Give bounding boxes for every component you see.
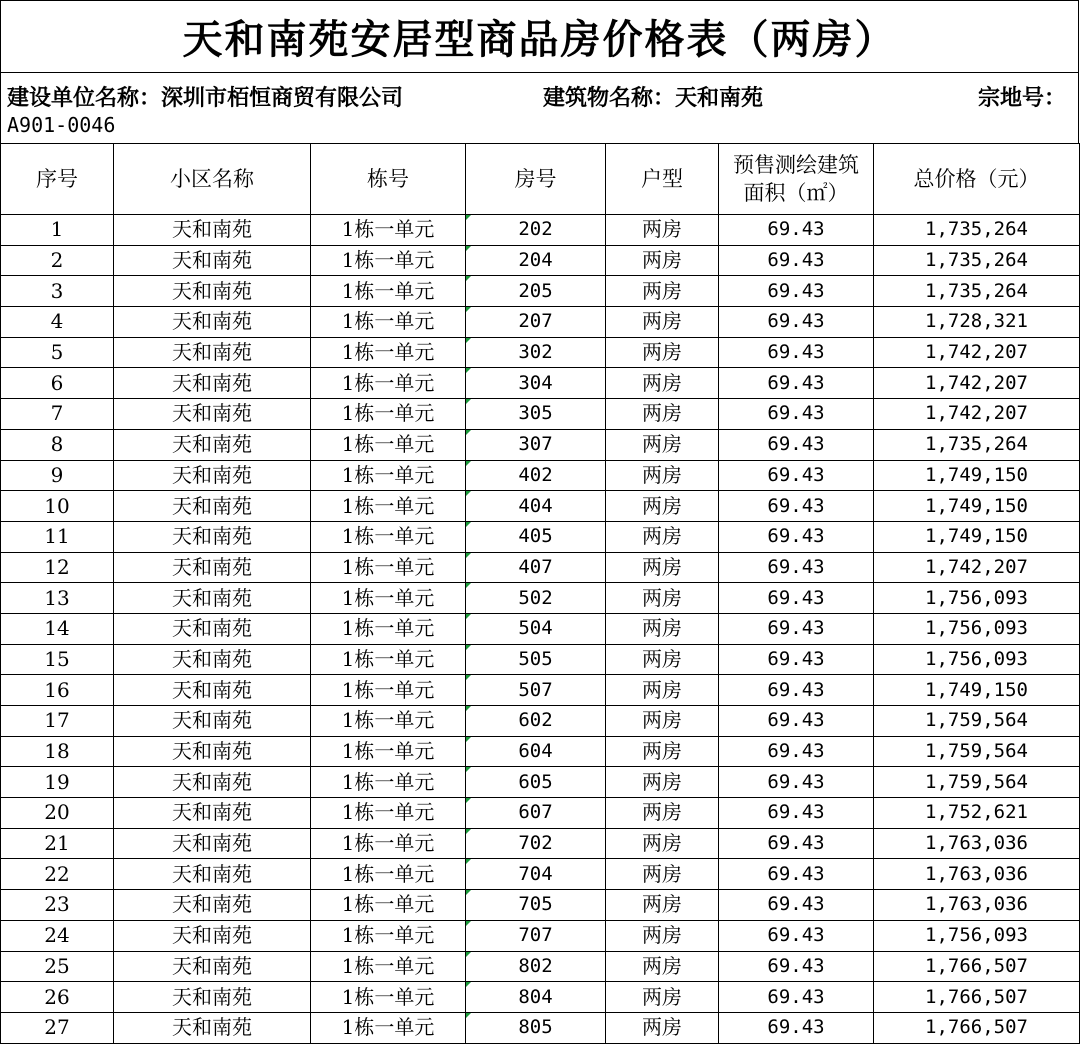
table-row	[1, 920, 1080, 951]
header-area-label: 预售测绘建筑面积（㎡）	[733, 153, 859, 205]
cell-seq: 11	[1, 521, 114, 552]
table-row	[1, 399, 1080, 430]
cell-building: 1栋一单元	[311, 828, 466, 859]
table-row	[1, 1012, 1080, 1043]
cell-room: 307	[466, 429, 606, 460]
cell-building: 1栋一单元	[311, 245, 466, 276]
cell-building: 1栋一单元	[311, 429, 466, 460]
cell-room: 207	[466, 307, 606, 338]
cell-layout: 两房	[606, 736, 719, 767]
cell-building: 1栋一单元	[311, 307, 466, 338]
cell-building: 1栋一单元	[311, 491, 466, 522]
cell-building: 1栋一单元	[311, 982, 466, 1013]
cell-layout: 两房	[606, 460, 719, 491]
cell-price: 1,756,093	[874, 644, 1080, 675]
title-row	[0, 0, 1079, 72]
cell-room: 805	[466, 1012, 606, 1043]
cell-community: 天和南苑	[114, 859, 311, 890]
page-title: 天和南苑安居型商品房价格表（两房）	[182, 16, 897, 63]
cell-layout: 两房	[606, 368, 719, 399]
cell-building: 1栋一单元	[311, 890, 466, 921]
cell-seq: 25	[1, 951, 114, 982]
cell-price: 1,749,150	[874, 521, 1080, 552]
cell-layout: 两房	[606, 337, 719, 368]
cell-price: 1,742,207	[874, 368, 1080, 399]
building-name: 建筑物名称：天和南苑	[543, 85, 764, 111]
cell-price: 1,766,507	[874, 1012, 1080, 1043]
table-row	[1, 521, 1080, 552]
table-row	[1, 276, 1080, 307]
table-row	[1, 828, 1080, 859]
cell-area: 69.43	[719, 1012, 874, 1043]
cell-seq: 3	[1, 276, 114, 307]
cell-price: 1,735,264	[874, 276, 1080, 307]
cell-area: 69.43	[719, 552, 874, 583]
cell-building: 1栋一单元	[311, 552, 466, 583]
cell-seq: 9	[1, 460, 114, 491]
header-area	[719, 144, 874, 215]
cell-price: 1,763,036	[874, 828, 1080, 859]
cell-price: 1,766,507	[874, 982, 1080, 1013]
cell-building: 1栋一单元	[311, 399, 466, 430]
cell-community: 天和南苑	[114, 706, 311, 737]
cell-seq: 21	[1, 828, 114, 859]
cell-layout: 两房	[606, 951, 719, 982]
cell-layout: 两房	[606, 798, 719, 829]
cell-area: 69.43	[719, 276, 874, 307]
developer-name: 建设单位名称：深圳市栢恒商贸有限公司	[7, 85, 404, 111]
cell-community: 天和南苑	[114, 1012, 311, 1043]
table-row	[1, 460, 1080, 491]
cell-room: 504	[466, 613, 606, 644]
cell-layout: 两房	[606, 491, 719, 522]
cell-room: 605	[466, 767, 606, 798]
cell-room: 404	[466, 491, 606, 522]
cell-layout: 两房	[606, 1012, 719, 1043]
cell-building: 1栋一单元	[311, 736, 466, 767]
cell-seq: 22	[1, 859, 114, 890]
cell-area: 69.43	[719, 706, 874, 737]
table-row	[1, 675, 1080, 706]
cell-community: 天和南苑	[114, 736, 311, 767]
cell-seq: 18	[1, 736, 114, 767]
cell-area: 69.43	[719, 215, 874, 246]
cell-area: 69.43	[719, 828, 874, 859]
cell-price: 1,766,507	[874, 951, 1080, 982]
table-body	[1, 215, 1080, 1044]
cell-community: 天和南苑	[114, 613, 311, 644]
cell-price: 1,763,036	[874, 859, 1080, 890]
header-layout: 户型	[606, 144, 719, 215]
cell-layout: 两房	[606, 245, 719, 276]
cell-seq: 2	[1, 245, 114, 276]
parcel-number: A901-0046	[7, 113, 116, 137]
cell-area: 69.43	[719, 798, 874, 829]
cell-building: 1栋一单元	[311, 521, 466, 552]
cell-room: 802	[466, 951, 606, 982]
cell-seq: 24	[1, 920, 114, 951]
cell-seq: 4	[1, 307, 114, 338]
cell-price: 1,749,150	[874, 491, 1080, 522]
cell-community: 天和南苑	[114, 399, 311, 430]
cell-layout: 两房	[606, 399, 719, 430]
cell-seq: 7	[1, 399, 114, 430]
cell-price: 1,759,564	[874, 736, 1080, 767]
cell-room: 402	[466, 460, 606, 491]
cell-seq: 19	[1, 767, 114, 798]
cell-area: 69.43	[719, 429, 874, 460]
cell-area: 69.43	[719, 521, 874, 552]
cell-price: 1,728,321	[874, 307, 1080, 338]
cell-room: 304	[466, 368, 606, 399]
cell-building: 1栋一单元	[311, 859, 466, 890]
cell-layout: 两房	[606, 613, 719, 644]
table-row	[1, 491, 1080, 522]
cell-room: 204	[466, 245, 606, 276]
cell-community: 天和南苑	[114, 828, 311, 859]
cell-seq: 13	[1, 583, 114, 614]
cell-seq: 16	[1, 675, 114, 706]
header-seq: 序号	[1, 144, 114, 215]
cell-building: 1栋一单元	[311, 798, 466, 829]
cell-building: 1栋一单元	[311, 368, 466, 399]
cell-community: 天和南苑	[114, 644, 311, 675]
cell-seq: 26	[1, 982, 114, 1013]
cell-community: 天和南苑	[114, 307, 311, 338]
info-row	[0, 72, 1079, 144]
cell-community: 天和南苑	[114, 521, 311, 552]
cell-price: 1,763,036	[874, 890, 1080, 921]
table-row	[1, 767, 1080, 798]
table-row	[1, 951, 1080, 982]
cell-community: 天和南苑	[114, 245, 311, 276]
cell-community: 天和南苑	[114, 429, 311, 460]
cell-price: 1,756,093	[874, 920, 1080, 951]
cell-price: 1,759,564	[874, 706, 1080, 737]
cell-room: 302	[466, 337, 606, 368]
cell-area: 69.43	[719, 644, 874, 675]
cell-building: 1栋一单元	[311, 644, 466, 675]
cell-community: 天和南苑	[114, 215, 311, 246]
cell-area: 69.43	[719, 736, 874, 767]
header-row	[1, 144, 1080, 215]
cell-building: 1栋一单元	[311, 920, 466, 951]
cell-seq: 20	[1, 798, 114, 829]
cell-room: 604	[466, 736, 606, 767]
cell-price: 1,759,564	[874, 767, 1080, 798]
cell-community: 天和南苑	[114, 368, 311, 399]
cell-area: 69.43	[719, 675, 874, 706]
cell-price: 1,735,264	[874, 215, 1080, 246]
table-row	[1, 215, 1080, 246]
cell-area: 69.43	[719, 337, 874, 368]
cell-seq: 1	[1, 215, 114, 246]
cell-seq: 23	[1, 890, 114, 921]
cell-room: 202	[466, 215, 606, 246]
table-row	[1, 368, 1080, 399]
table-row	[1, 429, 1080, 460]
cell-community: 天和南苑	[114, 675, 311, 706]
cell-room: 607	[466, 798, 606, 829]
cell-price: 1,749,150	[874, 675, 1080, 706]
cell-seq: 12	[1, 552, 114, 583]
cell-area: 69.43	[719, 307, 874, 338]
cell-area: 69.43	[719, 767, 874, 798]
cell-building: 1栋一单元	[311, 613, 466, 644]
cell-seq: 17	[1, 706, 114, 737]
cell-building: 1栋一单元	[311, 460, 466, 491]
cell-community: 天和南苑	[114, 920, 311, 951]
cell-price: 1,742,207	[874, 399, 1080, 430]
cell-community: 天和南苑	[114, 583, 311, 614]
cell-layout: 两房	[606, 644, 719, 675]
cell-layout: 两房	[606, 583, 719, 614]
cell-layout: 两房	[606, 521, 719, 552]
cell-building: 1栋一单元	[311, 215, 466, 246]
cell-price: 1,742,207	[874, 552, 1080, 583]
cell-community: 天和南苑	[114, 460, 311, 491]
cell-seq: 15	[1, 644, 114, 675]
cell-room: 405	[466, 521, 606, 552]
cell-seq: 10	[1, 491, 114, 522]
table-row	[1, 644, 1080, 675]
table-row	[1, 706, 1080, 737]
cell-community: 天和南苑	[114, 951, 311, 982]
cell-room: 505	[466, 644, 606, 675]
table-row	[1, 736, 1080, 767]
cell-layout: 两房	[606, 552, 719, 583]
cell-area: 69.43	[719, 951, 874, 982]
cell-layout: 两房	[606, 982, 719, 1013]
cell-area: 69.43	[719, 583, 874, 614]
cell-building: 1栋一单元	[311, 337, 466, 368]
cell-seq: 8	[1, 429, 114, 460]
cell-price: 1,735,264	[874, 429, 1080, 460]
cell-area: 69.43	[719, 890, 874, 921]
cell-area: 69.43	[719, 491, 874, 522]
cell-room: 602	[466, 706, 606, 737]
cell-seq: 14	[1, 613, 114, 644]
cell-room: 205	[466, 276, 606, 307]
cell-layout: 两房	[606, 859, 719, 890]
cell-room: 707	[466, 920, 606, 951]
cell-room: 305	[466, 399, 606, 430]
cell-price: 1,735,264	[874, 245, 1080, 276]
table-row	[1, 798, 1080, 829]
cell-layout: 两房	[606, 429, 719, 460]
cell-layout: 两房	[606, 307, 719, 338]
cell-price: 1,756,093	[874, 583, 1080, 614]
cell-building: 1栋一单元	[311, 276, 466, 307]
header-price: 总价格（元）	[874, 144, 1080, 215]
table-row	[1, 307, 1080, 338]
table-row	[1, 245, 1080, 276]
cell-layout: 两房	[606, 276, 719, 307]
cell-area: 69.43	[719, 368, 874, 399]
cell-community: 天和南苑	[114, 798, 311, 829]
price-table	[0, 143, 1080, 1044]
cell-seq: 5	[1, 337, 114, 368]
table-row	[1, 859, 1080, 890]
cell-price: 1,742,207	[874, 337, 1080, 368]
cell-area: 69.43	[719, 859, 874, 890]
cell-layout: 两房	[606, 675, 719, 706]
table-row	[1, 552, 1080, 583]
cell-seq: 27	[1, 1012, 114, 1043]
cell-community: 天和南苑	[114, 767, 311, 798]
cell-community: 天和南苑	[114, 276, 311, 307]
cell-price: 1,749,150	[874, 460, 1080, 491]
cell-area: 69.43	[719, 399, 874, 430]
cell-area: 69.43	[719, 982, 874, 1013]
cell-price: 1,752,621	[874, 798, 1080, 829]
cell-layout: 两房	[606, 215, 719, 246]
cell-area: 69.43	[719, 920, 874, 951]
cell-building: 1栋一单元	[311, 583, 466, 614]
table-row	[1, 890, 1080, 921]
cell-area: 69.43	[719, 613, 874, 644]
cell-room: 804	[466, 982, 606, 1013]
cell-price: 1,756,093	[874, 613, 1080, 644]
header-community: 小区名称	[114, 144, 311, 215]
cell-room: 407	[466, 552, 606, 583]
cell-room: 702	[466, 828, 606, 859]
cell-layout: 两房	[606, 920, 719, 951]
cell-community: 天和南苑	[114, 552, 311, 583]
cell-area: 69.43	[719, 460, 874, 491]
cell-room: 502	[466, 583, 606, 614]
cell-building: 1栋一单元	[311, 767, 466, 798]
header-room: 房号	[466, 144, 606, 215]
info-line	[7, 81, 1072, 109]
cell-layout: 两房	[606, 890, 719, 921]
cell-community: 天和南苑	[114, 337, 311, 368]
table-row	[1, 583, 1080, 614]
table-row	[1, 337, 1080, 368]
cell-building: 1栋一单元	[311, 1012, 466, 1043]
cell-building: 1栋一单元	[311, 706, 466, 737]
cell-community: 天和南苑	[114, 890, 311, 921]
parcel-label: 宗地号：	[977, 85, 1066, 111]
cell-building: 1栋一单元	[311, 951, 466, 982]
cell-building: 1栋一单元	[311, 675, 466, 706]
cell-area: 69.43	[719, 245, 874, 276]
cell-community: 天和南苑	[114, 491, 311, 522]
cell-community: 天和南苑	[114, 982, 311, 1013]
header-building: 栋号	[311, 144, 466, 215]
table-row	[1, 982, 1080, 1013]
cell-layout: 两房	[606, 767, 719, 798]
cell-seq: 6	[1, 368, 114, 399]
cell-room: 507	[466, 675, 606, 706]
cell-room: 704	[466, 859, 606, 890]
cell-room: 705	[466, 890, 606, 921]
cell-layout: 两房	[606, 706, 719, 737]
table-row	[1, 613, 1080, 644]
cell-layout: 两房	[606, 828, 719, 859]
